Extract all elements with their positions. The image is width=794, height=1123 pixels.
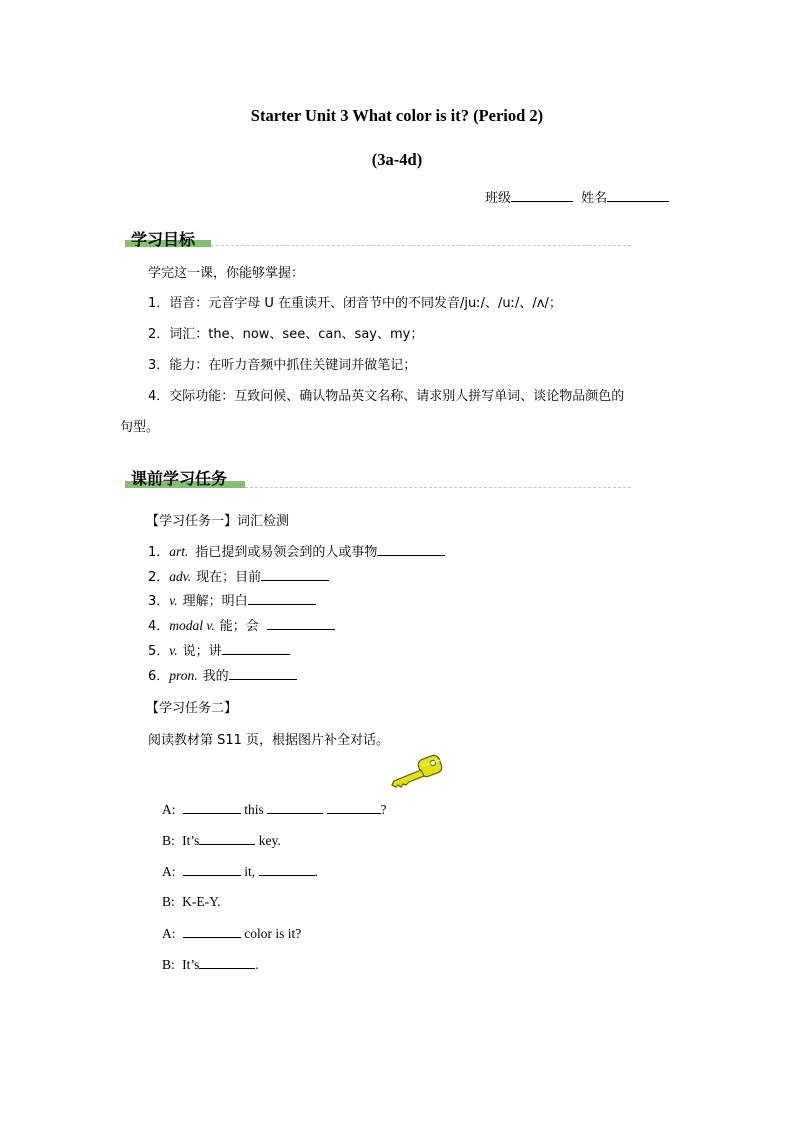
vocab-pos: modal v. (169, 618, 215, 633)
vocab-blank[interactable] (229, 667, 297, 680)
dialogue-text: it, (240, 864, 259, 879)
name-blank[interactable] (607, 189, 669, 202)
vocab-meaning: 能；会 (219, 619, 259, 634)
dialogue-line (162, 863, 318, 880)
dialogue-blank[interactable] (183, 801, 241, 814)
vocab-num: 3． (148, 594, 170, 609)
vocab-item (148, 615, 335, 634)
dialogue-line (162, 894, 221, 910)
dialogue-blank[interactable] (327, 801, 381, 814)
class-blank[interactable] (511, 189, 573, 202)
vocab-item (148, 566, 329, 585)
dialogue-blank[interactable] (267, 801, 323, 814)
task2-title: 【学习任务二】 (146, 701, 238, 716)
dialogue-blank[interactable] (183, 925, 241, 938)
objective-item: 4．交际功能：互致问候、确认物品英文名称、请求别人拼写单词、谈论物品颜色的 (148, 389, 625, 404)
dialogue-text: . (255, 957, 259, 972)
section1-divider (211, 245, 631, 246)
key-icon (386, 754, 446, 794)
page-title: Starter Unit 3 What color is it? (Period 2) (250, 106, 544, 125)
vocab-blank[interactable] (222, 642, 290, 655)
dialogue-line (162, 925, 301, 942)
dialogue-text: . (314, 864, 318, 879)
class-label: 班级 (485, 191, 512, 206)
vocab-pos: adv. (169, 569, 192, 584)
objective-item: 3．能力：在听力音频中抓住关键词并做笔记； (148, 358, 417, 373)
dialogue-line (162, 956, 259, 973)
section1-intro: 学完这一课，你能够掌握： (148, 266, 305, 281)
dialogue-blank[interactable] (199, 832, 255, 845)
page-subtitle: (3a-4d) (371, 150, 423, 169)
vocab-item (148, 640, 290, 659)
vocab-num: 6． (148, 669, 170, 684)
speaker: B: (162, 894, 175, 909)
section2-divider (245, 487, 631, 488)
dialogue-text: this (240, 802, 268, 817)
vocab-meaning: 理解；明白 (182, 594, 248, 609)
class-name-fields (485, 187, 669, 206)
dialogue-line (162, 832, 281, 849)
speaker: A: (162, 802, 176, 817)
speaker: B: (162, 957, 175, 972)
vocab-blank[interactable] (261, 568, 329, 581)
objective-item-continued: 句型。 (120, 420, 160, 435)
task1-title: 【学习任务一】词汇检测 (146, 514, 290, 529)
dialogue-text: It’s (182, 833, 200, 848)
dialogue-blank[interactable] (259, 863, 315, 876)
objective-item: 1．语音：元音字母 U 在重读开、闭音节中的不同发音/juː/、/uː/、/ʌ/； (148, 296, 562, 311)
vocab-item (148, 541, 445, 560)
vocab-meaning: 现在；目前 (196, 570, 262, 585)
dialogue-blank[interactable] (183, 863, 241, 876)
vocab-num: 4． (148, 619, 170, 634)
vocab-num: 1． (148, 545, 170, 560)
vocab-pos: v. (169, 643, 178, 658)
dialogue-line (162, 801, 387, 818)
vocab-meaning: 说；讲 (182, 644, 222, 659)
vocab-pos: v. (169, 593, 178, 608)
dialogue-text: It’s (182, 957, 200, 972)
dialogue-text: color is it? (240, 926, 302, 941)
speaker: A: (162, 864, 176, 879)
vocab-blank[interactable] (377, 543, 445, 556)
vocab-num: 5． (148, 644, 170, 659)
vocab-pos: pron. (169, 668, 198, 683)
vocab-meaning: 指已提到或易领会到的人或事物 (195, 545, 378, 560)
section2-heading: 课前学习任务 (131, 469, 228, 488)
speaker: A: (162, 926, 176, 941)
vocab-item (148, 665, 297, 684)
vocab-blank[interactable] (267, 617, 335, 630)
task2-instruction: 阅读教材第 S11 页，根据图片补全对话。 (148, 733, 390, 748)
vocab-pos: art. (169, 544, 189, 559)
speaker: B: (162, 833, 175, 848)
vocab-num: 2． (148, 570, 170, 585)
dialogue-text: ? (380, 802, 387, 817)
dialogue-blank[interactable] (199, 956, 255, 969)
vocab-item (148, 590, 316, 609)
dialogue-text: key. (255, 833, 281, 848)
name-label: 姓名 (581, 191, 608, 206)
objective-item: 2．词汇：the、now、see、can、say、my； (148, 327, 424, 342)
dialogue-text: K-E-Y. (182, 894, 221, 909)
vocab-meaning: 我的 (202, 669, 229, 684)
section1-heading: 学习目标 (131, 230, 196, 249)
vocab-blank[interactable] (248, 592, 316, 605)
